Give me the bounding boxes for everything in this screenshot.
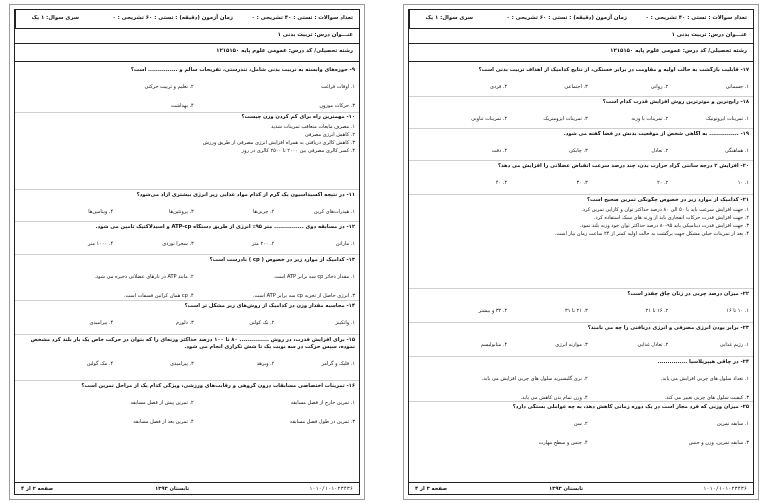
option-3[interactable]: ۳. پیرامیدی	[170, 361, 194, 367]
option-4[interactable]: ۴. دقت	[491, 148, 508, 154]
question-text: ۱۰- مهمترین راه برای کم کردن وزن چیست؟	[241, 114, 355, 120]
question-20	[413, 163, 749, 191]
option-1[interactable]: ۱. سابقه تمرین	[716, 421, 749, 427]
option-3[interactable]: ۳. ۳۰	[576, 180, 588, 186]
option-2[interactable]: ۲. چربی‌ها	[252, 209, 275, 215]
question-text: ۲۱- کدامیک از موارد زیر در خصوص چگونگی تمرین صحیح است؟	[586, 197, 749, 203]
question-23	[413, 325, 749, 353]
option-1[interactable]: ۱. فلیک و گرامر	[321, 361, 355, 367]
option-4[interactable]: ۴. تمرینات تناوبی	[471, 116, 508, 122]
question-separator	[409, 401, 753, 402]
question-text: ۱۵- برای افزایش قدرت، در روش ............... ۸۰ تا ۱۰۰ درصد حداکثر وزنه‌ای را که بتوان در حرکت خاص یک بار بلند کرد مشخص نموده، سپس حرکت در سه نوبت یک تا شش تکراری انجام می شود.	[30, 337, 355, 350]
option-3[interactable]: ۳. جهت افزایش قدرت دینامیکی باید ۹۵-۸۰ درصد حداکثر توان خود وزنه بلند نمود.	[579, 223, 749, 229]
question-18	[413, 99, 749, 127]
option-1[interactable]: ۱. مصرف مایعات متعاقب تمرینات شدید	[271, 124, 355, 130]
question-separator	[409, 322, 753, 323]
option-2[interactable]: ۲. نری گلیسیرید سلول های چربی افزایش می یابد.	[481, 376, 588, 382]
questions-area	[409, 64, 753, 482]
page-footer	[15, 482, 359, 494]
option-4[interactable]: ۴. متابولیسم	[480, 342, 508, 348]
option-1[interactable]: ۱. رژیم غذایی	[719, 342, 749, 348]
page-number: صفحه ۳ از ۴	[415, 486, 448, 492]
option-4[interactable]: ۴. کسر کالری مصرفی بین ۲۰۰۰ تا ۲۵۰۰ کالری در روز	[241, 148, 355, 154]
option-2[interactable]: ۲. تعلیم و تربیت حرکتی	[144, 84, 194, 90]
question-separator	[15, 300, 359, 301]
question-17	[413, 67, 749, 95]
option-4[interactable]: ۴. ۳۲ و بیشتر	[478, 308, 508, 314]
page-number: صفحه ۲ از ۴	[21, 486, 54, 492]
question-separator	[15, 334, 359, 335]
header-divider	[15, 43, 359, 44]
option-1[interactable]: ۱. تعداد سلول های چربی افزایش می یابد.	[660, 376, 749, 382]
question-text: ۱۳- کدامیک از موارد زیر در خصوص ( cp ) نادرست است؟	[209, 257, 355, 263]
option-4[interactable]: ۴. ۴۰	[495, 180, 508, 186]
question-separator	[15, 254, 359, 255]
question-13	[19, 257, 355, 297]
option-3[interactable]: ۳. ۲۱ تا ۳۱	[565, 308, 588, 314]
exam-time: زمان آزمون (دقیقه) : تستی : ۶۰ تشریحی : ۰	[112, 15, 233, 21]
question-14	[19, 303, 355, 331]
question-12	[19, 224, 355, 252]
question-separator	[15, 221, 359, 222]
option-1[interactable]: ۱. هماهنگی	[725, 148, 749, 154]
question-11	[19, 192, 355, 220]
option-2[interactable]: ۲. ویرهد	[256, 361, 275, 367]
option-2[interactable]: ۲. روانی	[650, 84, 669, 90]
option-3[interactable]: ۳. موازنه انرژی	[555, 342, 588, 348]
option-4[interactable]: ۴. فردی	[489, 84, 508, 90]
series-label: سری سوال: ۱ یک	[425, 15, 473, 21]
question-9	[19, 67, 355, 111]
course-field: رشته تحصیلی/ کد درس: عمومی علوم پایه ۱۲۱۵۱۵۰	[610, 48, 747, 54]
option-4[interactable]: ۴. تمرین بعد از فصل مسابقه	[133, 419, 194, 425]
option-3[interactable]: ۳. سجرا نوردی	[162, 241, 194, 247]
question-separator	[409, 356, 753, 357]
option-3[interactable]: ۳. کیفیت سلول های چربی تغییر می کند.	[664, 395, 749, 401]
course-field: رشته تحصیلی/ کد درس: عمومی علوم پایه ۱۲۱۵۱۵۰	[216, 48, 353, 54]
question-count: تعداد سوالات : تستی : ۴۰ تشریحی : ۰	[645, 15, 747, 21]
option-2[interactable]: ۲. ۲۰	[657, 180, 669, 186]
question-15	[19, 337, 355, 375]
option-3[interactable]: ۳. حرکات موزون	[319, 103, 355, 109]
option-2[interactable]: ۲. ۲۰۰ متر	[251, 241, 275, 247]
question-text: ۱۹- ............... به آگاهی شخص از موقعیت بدنش در فضا گفته می شود.	[563, 131, 749, 137]
option-1[interactable]: ۱. هیدرات‌های کربن	[313, 209, 355, 215]
option-2[interactable]: ۲. کاهش انرژی مصرفی	[304, 132, 355, 138]
question-count: تعداد سوالات : تستی : ۴۰ تشریحی : ۰	[251, 15, 353, 21]
question-separator	[409, 288, 753, 289]
option-2[interactable]: ۲. تمرین پیش از فصل مسابقه	[130, 400, 194, 406]
course-title: عنـــوان درس: تربیت بدنی ۱	[671, 32, 747, 38]
option-4[interactable]: ۴. وزن تمام بدن کاهش می یابد.	[520, 395, 588, 401]
option-3[interactable]: ۳. سابقه تمرین، وزن و جنس	[688, 440, 749, 446]
option-4[interactable]: ۴. بعد از تمرینات خیلی مشکل جهت برگشت به حالت اولیه کمتر از ۲۴ ساعت زمان نیاز است.	[554, 231, 749, 237]
header-divider	[409, 28, 753, 29]
series-box	[409, 10, 479, 28]
option-1[interactable]: ۱. ماراتن	[335, 241, 355, 247]
exam-code: ۱۰۱۰/۱۰۱۰۲۳۴۳۶	[309, 486, 353, 492]
option-4[interactable]: ۴. cp همان کراتین فسفات است.	[123, 293, 194, 299]
option-4[interactable]: ۴. مک گولین	[86, 361, 114, 367]
header-divider	[15, 28, 359, 29]
exam-code: ۱۰۱۰/۱۰۱۰۲۳۴۳۶	[703, 486, 747, 492]
option-3[interactable]: ۳. تمرینات ایزومتریک	[543, 116, 588, 122]
option-2[interactable]: ۲. نک کولتن	[249, 320, 275, 326]
question-16	[19, 383, 355, 423]
option-4[interactable]: ۴. جنس و سطح مهارت	[538, 440, 588, 446]
exam-header	[15, 10, 359, 62]
option-3[interactable]: ۳. چابکی	[568, 148, 588, 154]
question-separator	[409, 128, 753, 129]
question-separator	[15, 189, 359, 190]
question-separator	[409, 160, 753, 161]
option-2[interactable]: ۲. تعادل غذایی	[637, 342, 669, 348]
question-text: ۲۰- افزایش ۲ درجه سانتی گراد حرارت بدن، چند درصد سرعت انقباض عضلانی را افزایش می دهد؟	[497, 163, 749, 169]
option-1[interactable]: ۱. اوقات فراغت	[321, 84, 355, 90]
exam-header	[409, 10, 753, 62]
page-footer	[409, 482, 753, 494]
option-3[interactable]: ۳. تمرین در طول فصل مسابقه	[289, 419, 355, 425]
question-text: ۱۱- در نتیجه اکسیداسیون یک گرم از کدام مواد غذایی زیر انرژی بیشتری آزاد می‌شود؟	[136, 192, 355, 198]
exam-page-2	[9, 4, 365, 500]
question-25	[413, 404, 749, 444]
option-2[interactable]: ۲. تمرینات با وزنه	[631, 116, 669, 122]
option-2[interactable]: ۲. سن	[573, 421, 588, 427]
question-text: ۹- حوزه‌های وابسته به تربیت بدنی شامل، تندرستی، تفریحات سالم و ............... است؟	[130, 67, 355, 73]
question-text: ۲۵- میزان وزنی که فرد مجاز است در یک دوره زمانی کاهش دهد، به چه عواملی بستگی دارد؟	[512, 404, 749, 410]
question-separator	[409, 194, 753, 195]
option-1[interactable]: ۱. ۱۰ تا ۱۶	[726, 308, 749, 314]
option-3[interactable]: ۳. دلورم	[176, 320, 194, 326]
option-1[interactable]: ۱. مقدار ذخائر cp سه برابر ATP است.	[273, 274, 355, 280]
question-24	[413, 359, 749, 399]
option-3[interactable]: ۳. پروتئین‌ها	[168, 209, 194, 215]
series-box	[15, 10, 85, 28]
question-text: ۱۴- محاسبه مقدار وزن در کدامیک از روش‌های زیر مشکل تر است؟	[184, 303, 355, 309]
option-2[interactable]: ۲. جهت افزایش قدرت حرکات انفجاری باید از وزنه های سبک استفاده کرد.	[593, 215, 749, 221]
question-text: ۱۷- قابلیت بازگشت به حالت اولیه و مقاومت در برابر خستگی، از نتایج کدامیک از اهداف تربیت بدنی است؟	[478, 67, 749, 73]
course-title: عنـــوان درس: تربیت بدنی ۱	[277, 32, 353, 38]
option-2[interactable]: ۲. تعادل	[651, 148, 669, 154]
option-1[interactable]: ۱. ۱۰	[737, 180, 749, 186]
option-3[interactable]: ۳. کاهش کالری دریافتی به همراه افزایش انرژی مصرفی از طریق ورزش	[202, 140, 355, 146]
exam-term: تابستان ۱۳۹۳	[549, 486, 584, 492]
option-4[interactable]: ۴. پیرامیدی	[89, 320, 114, 326]
option-1[interactable]: ۱. تمرین خارج از فصل مسابقه	[290, 400, 355, 406]
question-text: ۲۳- برابر بودن انرژی مصرفی و انرژی دریافتی را چه می نامند؟	[587, 325, 749, 331]
question-text: ۱۲- در مسابقه دوی ............... متر ۹۵٪ انرژی از طریق دستگاه ATP-cp و اسیدلاکتیک تامین می شود.	[95, 224, 355, 230]
page-frame	[14, 9, 360, 495]
option-4[interactable]: ۴. بهداشت	[171, 103, 194, 109]
option-2[interactable]: ۲. مانند ATP در تارهای عضلانی ذخیره می شود.	[94, 274, 194, 280]
questions-area	[15, 64, 359, 482]
header-divider	[409, 43, 753, 44]
question-10	[19, 114, 355, 180]
question-19	[413, 131, 749, 159]
option-3[interactable]: ۳. انرژی حاصل از تجزیه cp سه برابر ATP است.	[252, 293, 355, 299]
exam-term: تابستان ۱۳۹۳	[155, 486, 190, 492]
question-text: ۲۲- میزان درصد چربی در زنان چاق چقدر است؟	[627, 291, 749, 297]
question-22	[413, 291, 749, 319]
question-text: ۱۶- تمرینات اختصاصی مسابقات درون گروهی و رقابت‌های ورزشی، ویژگی کدام یک از مراحل تمرین است؟	[81, 383, 355, 389]
option-3[interactable]: ۳. اجتماعی	[564, 84, 588, 90]
option-4[interactable]: ۴. ۱۰۰۰ متر	[87, 241, 114, 247]
question-21	[413, 197, 749, 249]
option-4[interactable]: ۴. ویتامین‌ها	[88, 209, 114, 215]
question-separator	[409, 96, 753, 97]
exam-time: زمان آزمون (دقیقه) : تستی : ۶۰ تشریحی : ۰	[506, 15, 627, 21]
page-frame	[408, 9, 754, 495]
option-1[interactable]: ۱. واتکینز	[335, 320, 355, 326]
question-separator	[15, 380, 359, 381]
question-separator	[15, 112, 359, 113]
series-label: سری سوال: ۱ یک	[31, 15, 79, 21]
option-1[interactable]: ۱. جسمانی	[725, 84, 749, 90]
exam-page-3	[403, 4, 759, 500]
question-text: ۲۴- در چاقی هیپرپلاسیا ...............	[657, 359, 749, 365]
option-1[interactable]: ۱. تمرینات ایزوتونیک	[706, 116, 749, 122]
option-2[interactable]: ۲. ۱۶ تا ۲۱	[645, 308, 669, 314]
option-1[interactable]: ۱. جهت افزایش سرعت باید با ۵۰ الی ۸۰ درصد حداکثر توان و کارایی تمرین کرد.	[581, 207, 749, 213]
question-text: ۱۸- رایج‌ترین و موثرترین روش افزایش قدرت کدام است؟	[602, 99, 749, 105]
